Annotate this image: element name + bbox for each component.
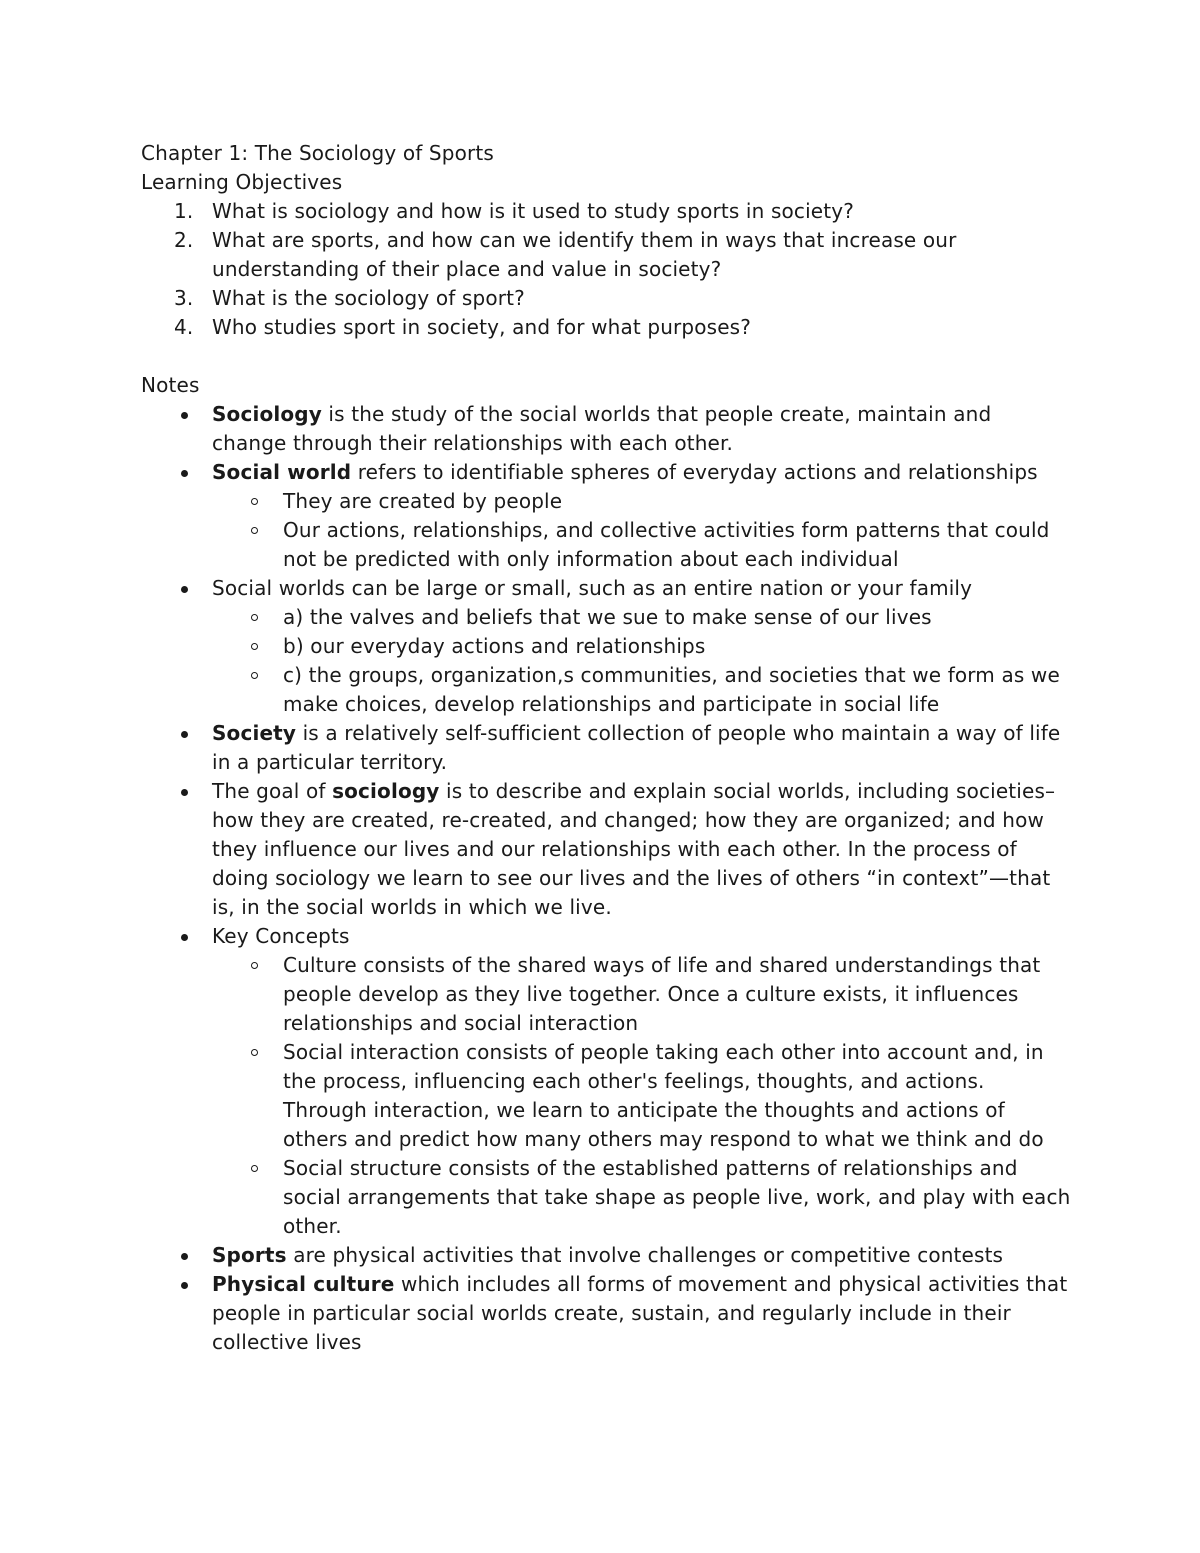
list-item [141, 719, 1071, 777]
list-item [141, 922, 1071, 1241]
sub-item-text: b) our everyday actions and relationships [283, 634, 706, 658]
item-text: Key Concepts [212, 924, 350, 948]
bullet-icon [181, 470, 188, 477]
sub-item-text: a) the valves and beliefs that we sue to make sense of our lives [283, 605, 932, 629]
sub-item-text: Social interaction consists of people taking each other into account and, in the process, influencing each other's feelings, thoughts, and actions. Through interaction, we learn to anticipate the thoughts and actions of others and predict how many others may respond to what we think and do [283, 1040, 1044, 1151]
notes-heading: Notes [141, 373, 200, 397]
circle-bullet-icon [251, 643, 258, 650]
definition: are physical activities that involve challenges or competitive contests [286, 1243, 1004, 1267]
definition: is the study of the social worlds that people create, maintain and change through their relationships with each other. [212, 402, 992, 455]
bullet-icon [181, 731, 188, 738]
circle-bullet-icon [251, 672, 258, 679]
bullet-icon [181, 1282, 188, 1289]
circle-bullet-icon [251, 498, 258, 505]
list-item [141, 226, 1071, 284]
sub-list-item [212, 951, 1071, 1038]
sub-item-text: Social structure consists of the established patterns of relationships and social arrangements that take shape as people live, work, and play with each other. [283, 1156, 1071, 1238]
term: Social world [212, 460, 352, 484]
item-number: 1. [174, 199, 194, 223]
sub-list-item [212, 516, 1071, 574]
notes-list [141, 400, 1071, 1357]
list-item [141, 1270, 1071, 1357]
sub-list [212, 487, 1071, 574]
bullet-icon [181, 934, 188, 941]
list-item [141, 458, 1071, 574]
item-text: What is the sociology of sport? [212, 286, 525, 310]
item-text: What are sports, and how can we identify them in ways that increase our understanding of their place and value in society? [212, 228, 957, 281]
item-number: 2. [174, 228, 194, 252]
item-text: Who studies sport in society, and for what purposes? [212, 315, 752, 339]
sub-list-item [212, 487, 1071, 516]
term: sociology [332, 779, 440, 803]
definition: is a relatively self-sufficient collection of people who maintain a way of life in a particular territory. [212, 721, 1061, 774]
sub-list [212, 951, 1071, 1241]
list-item [141, 197, 1071, 226]
circle-bullet-icon [251, 614, 258, 621]
page-title: Chapter 1: The Sociology of Sports [141, 141, 494, 165]
item-prefix: The goal of [212, 779, 333, 803]
item-text: What is sociology and how is it used to study sports in society? [212, 199, 854, 223]
item-number: 4. [174, 315, 194, 339]
sub-list-item [212, 661, 1071, 719]
circle-bullet-icon [251, 962, 258, 969]
definition: refers to identifiable spheres of everyday actions and relationships [351, 460, 1038, 484]
list-item [141, 574, 1071, 719]
list-item [141, 1241, 1071, 1270]
bullet-icon [181, 586, 188, 593]
sub-list-item [212, 603, 1071, 632]
circle-bullet-icon [251, 1049, 258, 1056]
objectives-heading: Learning Objectives [141, 170, 343, 194]
list-item [141, 777, 1071, 922]
bullet-icon [181, 1253, 188, 1260]
term: Society [212, 721, 297, 745]
term: Physical culture [212, 1272, 395, 1296]
objectives-list [141, 197, 1071, 342]
sub-item-text: Our actions, relationships, and collective activities form patterns that could not be predicted with only information about each individual [283, 518, 1050, 571]
sub-list-item [212, 1154, 1071, 1241]
list-item [141, 400, 1071, 458]
circle-bullet-icon [251, 1165, 258, 1172]
list-item [141, 284, 1071, 313]
circle-bullet-icon [251, 527, 258, 534]
list-item [141, 313, 1071, 342]
bullet-icon [181, 789, 188, 796]
sub-item-text: Culture consists of the shared ways of life and shared understandings that people develop as they live together. Once a culture exists, it influences relationships and social interaction [283, 953, 1041, 1035]
document-content [141, 139, 1071, 1357]
definition: which includes all forms of movement and physical activities that people in particular social worlds create, sustain, and regularly include in their collective lives [212, 1272, 1068, 1354]
sub-list-item [212, 632, 1071, 661]
bullet-icon [181, 412, 188, 419]
term: Sports [212, 1243, 287, 1267]
item-text: Social worlds can be large or small, such as an entire nation or your family [212, 576, 973, 600]
sub-item-text: c) the groups, organization,s communities, and societies that we form as we make choices, develop relationships and participate in social life [283, 663, 1060, 716]
sub-list-item [212, 1038, 1071, 1154]
item-number: 3. [174, 286, 194, 310]
definition: is to describe and explain social worlds, including societies–how they are created, re-created, and changed; how they are organized; and how they influence our lives and our relationships with each other. In the process of doing sociology we learn to see our lives and the lives of others “in context”—that is, in the social worlds in which we live. [212, 779, 1056, 919]
term: Sociology [212, 402, 322, 426]
sub-list [212, 603, 1071, 719]
sub-item-text: They are created by people [283, 489, 563, 513]
